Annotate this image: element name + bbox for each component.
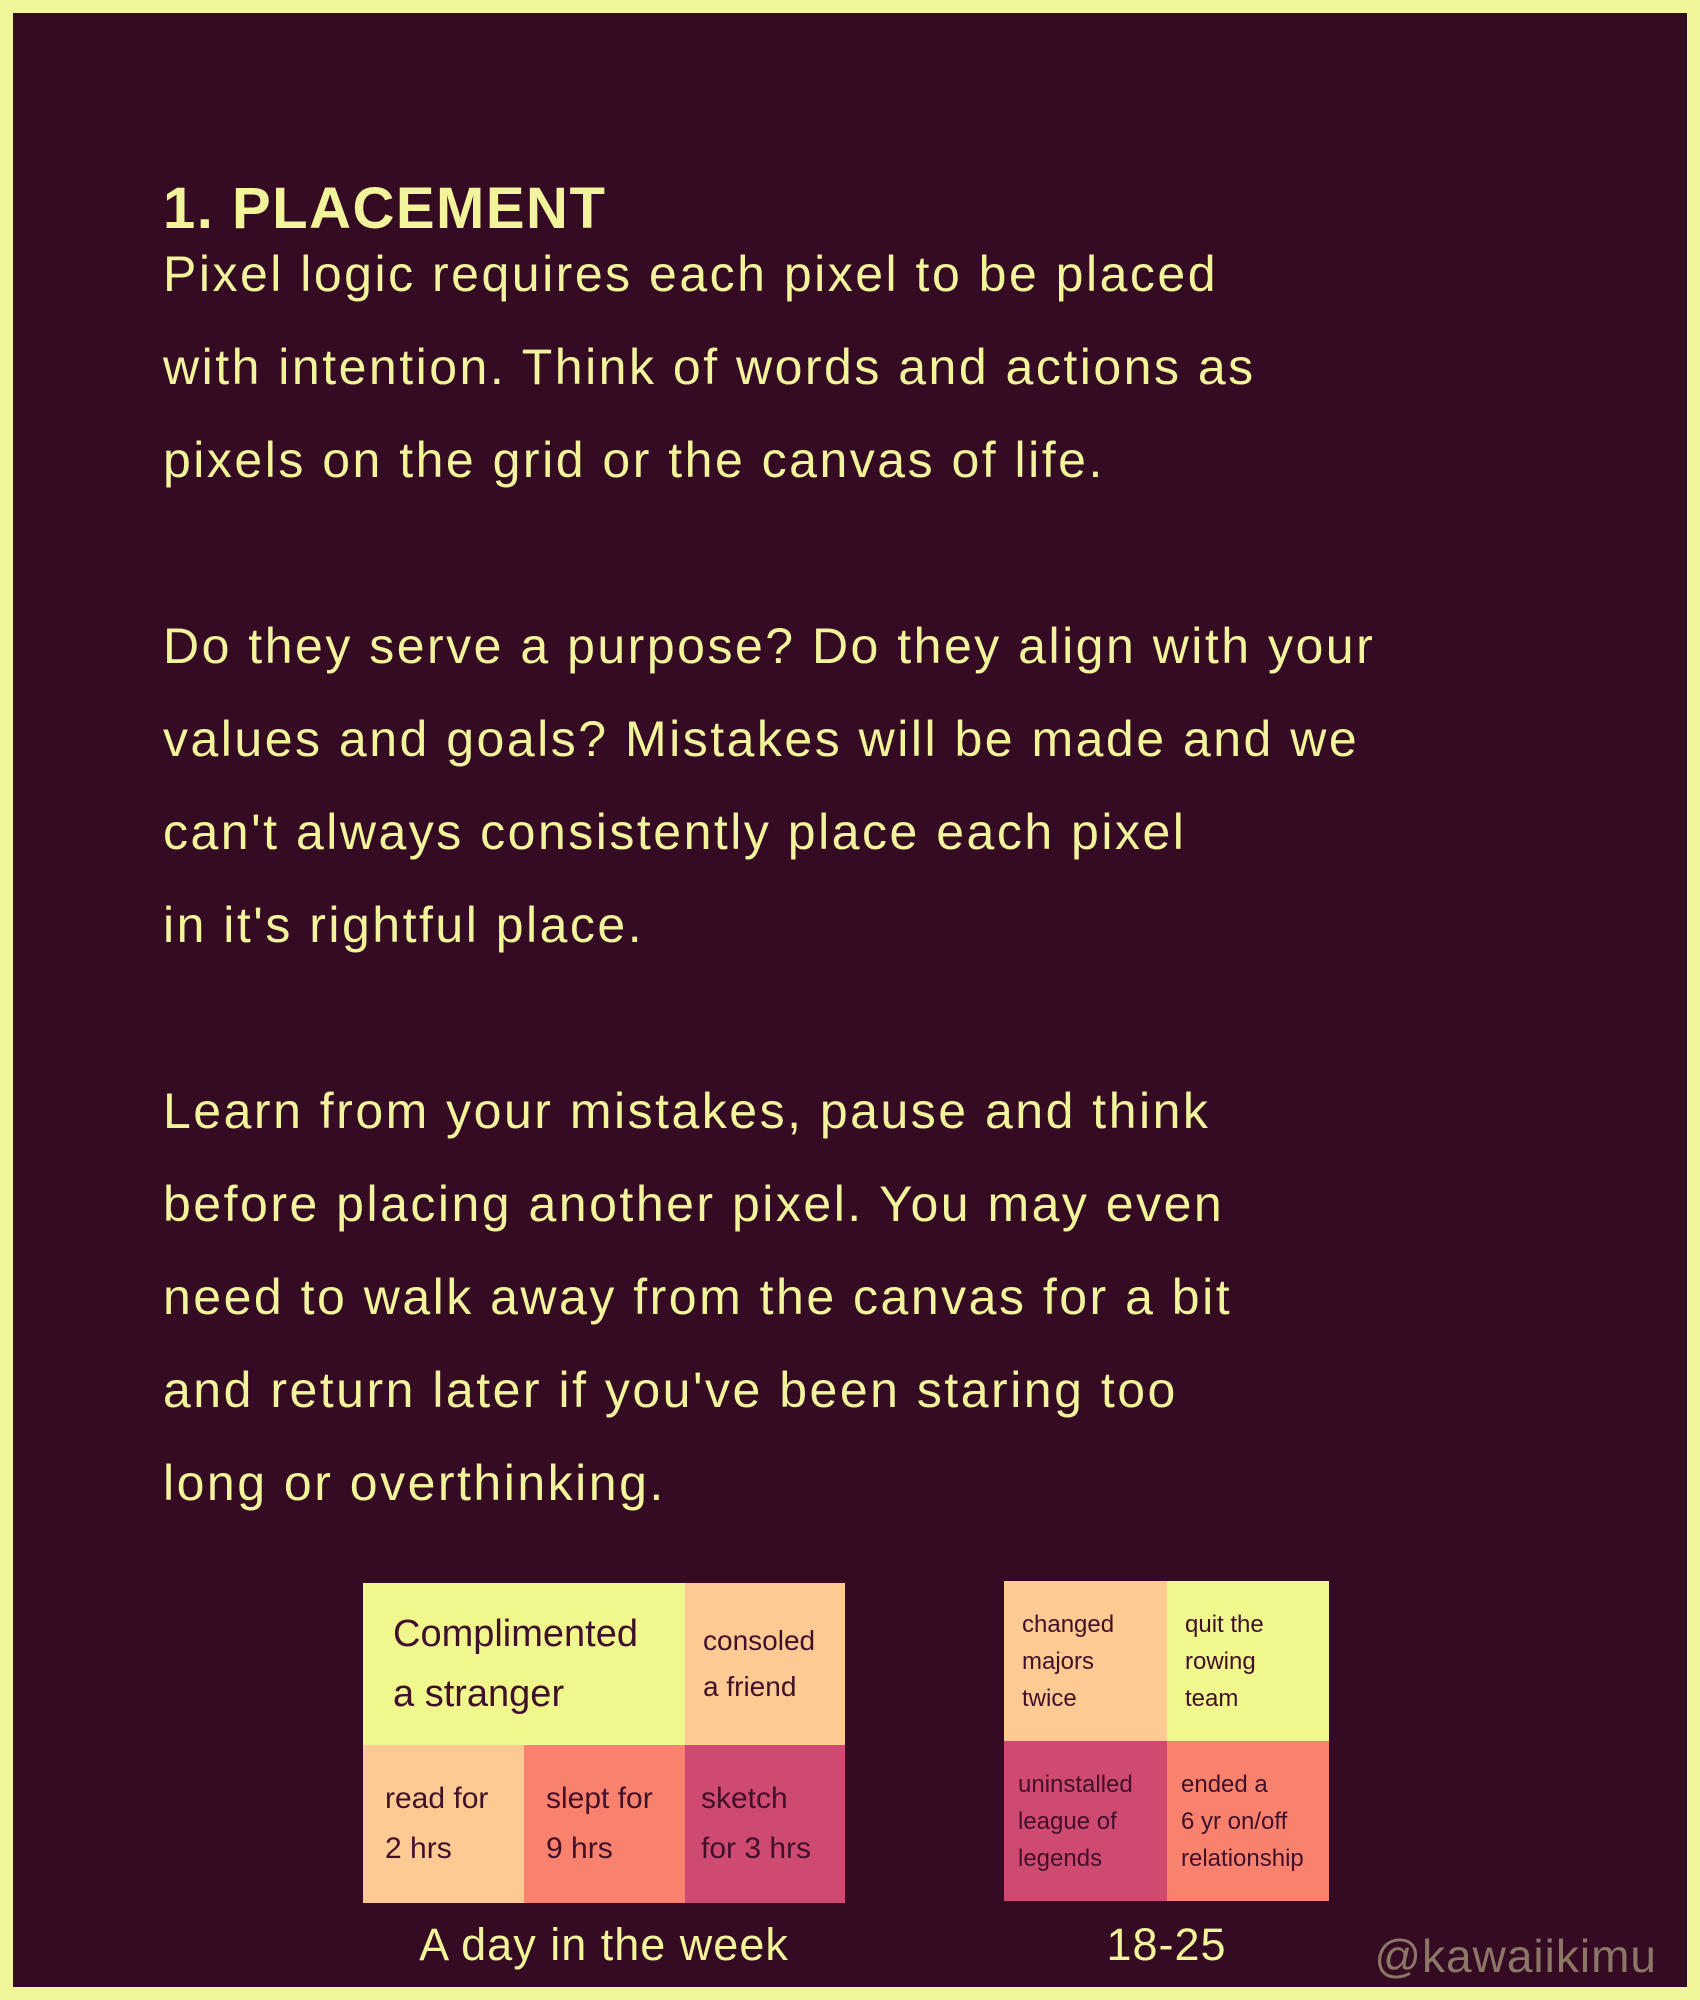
body-line: need to walk away from the canvas for a bit [163, 1269, 1233, 1325]
cell-line: changed [1022, 1610, 1115, 1638]
cell-quit-the-rowing-team [1167, 1581, 1329, 1741]
cell-line: ended a [1181, 1770, 1268, 1798]
caption-18-25: 18-25 [1106, 1919, 1227, 1970]
body-line: and return later if you've been staring too [163, 1362, 1178, 1418]
page-title: 1. PLACEMENT [163, 175, 607, 241]
cell-complimented-a-stranger [363, 1583, 685, 1745]
body-line: pixels on the grid or the canvas of life. [163, 432, 1105, 488]
cell-line: legends [1018, 1844, 1103, 1872]
caption-day-in-week: A day in the week [419, 1919, 789, 1970]
paragraph-learn [163, 1065, 1683, 1530]
grid-day-in-week [363, 1583, 845, 1903]
body-line: Learn from your mistakes, pause and think [163, 1083, 1211, 1139]
cell-read-for-2-hrs [363, 1745, 524, 1903]
cell-line: team [1185, 1684, 1239, 1712]
body-text [163, 228, 1683, 1530]
paragraph-placement-intro [163, 228, 1683, 507]
cell-line: rowing [1185, 1647, 1256, 1675]
cell-line: quit the [1185, 1610, 1264, 1638]
body-line: with intention. Think of words and actions as [163, 339, 1256, 395]
body-line: long or overthinking. [163, 1455, 666, 1511]
cell-line: read for [385, 1782, 489, 1815]
cell-line: for 3 hrs [701, 1832, 812, 1865]
cell-slept-for-9-hrs [524, 1745, 685, 1903]
cell-line: 2 hrs [385, 1832, 452, 1865]
body-line: Do they serve a purpose? Do they align with your [163, 618, 1376, 674]
cell-line: twice [1022, 1684, 1077, 1712]
cell-line: relationship [1181, 1844, 1304, 1872]
cell-line: majors [1022, 1647, 1095, 1675]
body-line: before placing another pixel. You may even [163, 1176, 1225, 1232]
watermark-handle: @kawaiikimu [1374, 1930, 1657, 1982]
cell-line: slept for [546, 1782, 653, 1815]
body-line: in it's rightful place. [163, 897, 645, 953]
cell-changed-majors-twice [1004, 1581, 1167, 1741]
paragraph-purpose [163, 600, 1683, 972]
cell-line: consoled [703, 1625, 816, 1656]
cell-line: sketch [701, 1782, 788, 1815]
cell-ended-relationship [1167, 1741, 1329, 1901]
body-line: can't always consistently place each pixel [163, 804, 1187, 860]
cell-consoled-a-friend [685, 1583, 845, 1745]
cell-line: 9 hrs [546, 1832, 613, 1865]
cell-sketch-for-3-hrs [685, 1745, 845, 1903]
body-line: values and goals? Mistakes will be made and we [163, 711, 1360, 767]
cell-line: 6 yr on/off [1181, 1807, 1288, 1835]
grid-18-25 [1004, 1581, 1329, 1901]
cell-line: a friend [703, 1671, 797, 1702]
cell-line: a stranger [393, 1673, 565, 1715]
cell-line: Complimented [393, 1613, 638, 1655]
cell-line: uninstalled [1018, 1770, 1133, 1798]
body-line: Pixel logic requires each pixel to be placed [163, 246, 1218, 302]
cell-uninstalled-league-of-legends [1004, 1741, 1167, 1901]
cell-line: league of [1018, 1807, 1117, 1835]
